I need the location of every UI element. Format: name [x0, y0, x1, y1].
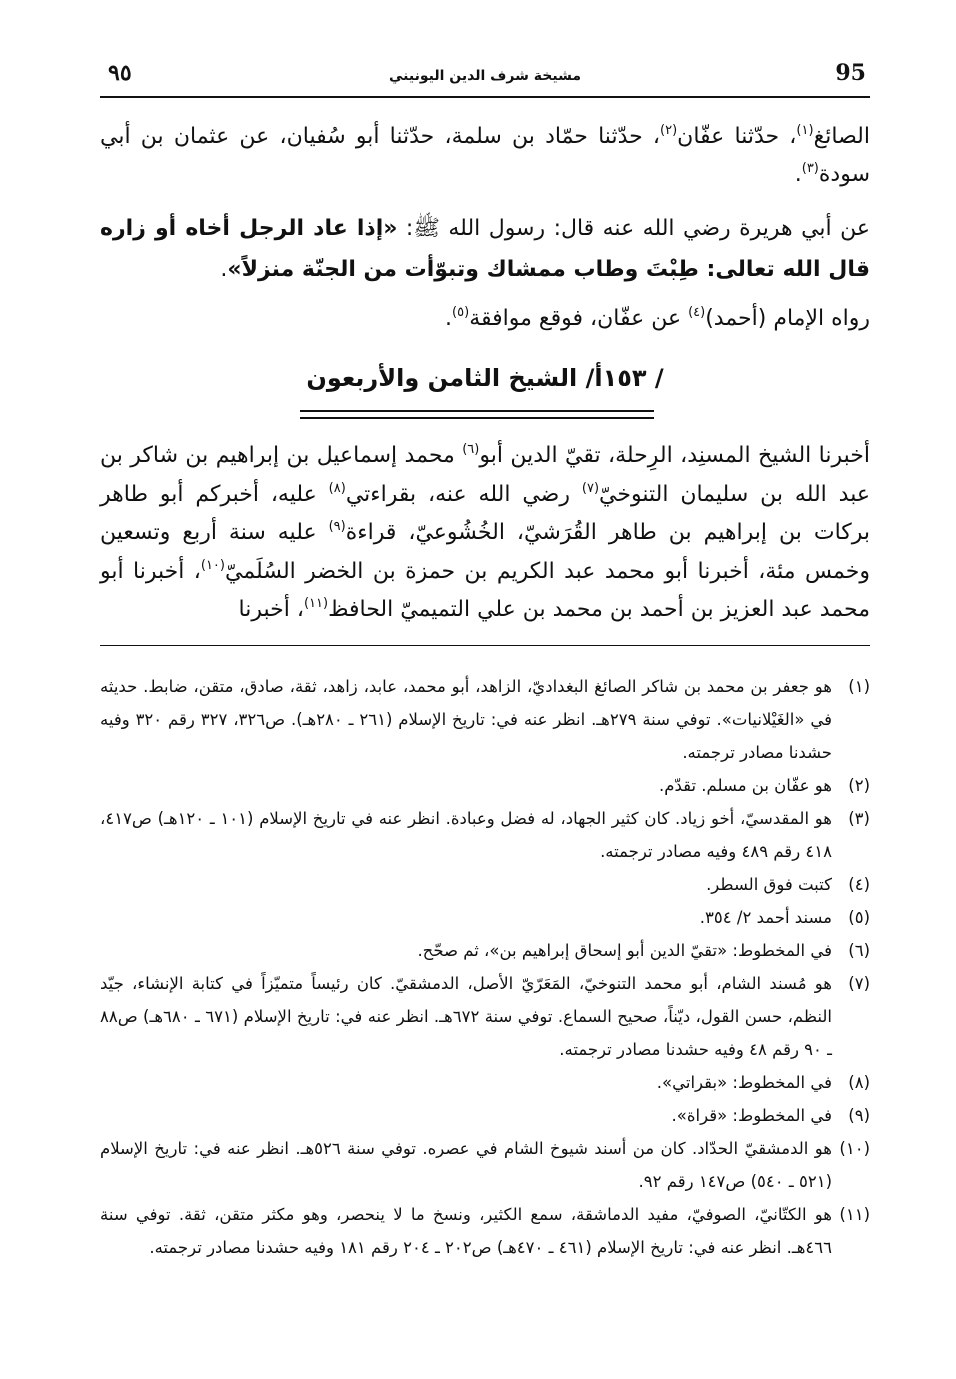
footnote	[100, 769, 870, 802]
footnote-ref: (٦)	[462, 442, 480, 457]
footnote-text: في المخطوط: «قراة».	[671, 1106, 832, 1125]
footnotes	[100, 670, 870, 1264]
footnote-ref: (٨)	[328, 480, 346, 496]
footnote-ref: (١١)	[303, 596, 329, 611]
footnote-ref: (٥)	[452, 305, 470, 320]
footnote-number: (١)	[848, 677, 870, 696]
footnote-ref: (٩)	[328, 519, 346, 534]
paragraph-isnad: الصائغ$^{(١)}$، حدّثنا عفّان$^{(٢)}$، حدّثنا حمّاد بن سلمة، حدّثنا أبو سُفيان، عن عثمان بن أبي سودة$^{(٣)}$.	[100, 123, 870, 187]
footnote-ref: (٣)	[801, 161, 819, 176]
footnote-number: (٤)	[848, 875, 870, 894]
footnote	[100, 670, 870, 769]
footnote-text: في المخطوط: «تقيّ الدين أبو إسحاق إبراهيم بن»، ثم صحّح.	[417, 941, 832, 960]
footnote-ref: (١)	[796, 123, 814, 138]
footnote-text: هو الكتّانيّ، الصوفيّ، مفيد الدماشقة، سمع الكثير، ونسخ ما لا ينحصر، وهو مكثر متقن، ثقة. توفي سنة ٤٦٦هـ. انظر عنه في: تاريخ الإسلام (٤٦١ ـ ٤٧٠هـ) ص٢٠٢ ـ ٢٠٤ رقم ١٨١ وفيه حشدنا مصادر ترجمته.	[100, 1205, 832, 1257]
hadith-text: «إذا عاد الرجل أخاه أو زاره قال الله تعالى: طِبْتَ وطاب ممشاك وتبوّأت من الجنّة منزلاً»	[100, 216, 870, 282]
footnote	[100, 1099, 870, 1132]
footnote-number: (٧)	[848, 974, 870, 993]
page-number-arabic: ٩٥	[108, 60, 132, 86]
footnote-ref: (١٠)	[200, 557, 225, 573]
footnote	[100, 901, 870, 934]
footnote-text: في المخطوط: «بقراتي».	[656, 1073, 832, 1092]
footnote	[100, 868, 870, 901]
title-rule-bottom	[300, 417, 654, 419]
footnote	[100, 1198, 870, 1264]
footnote-number: (٩)	[848, 1106, 870, 1125]
footnote-ref: (٢)	[660, 123, 678, 138]
footnote-text: كتبت فوق السطر.	[706, 875, 832, 894]
section-title: / ١٥٣أ/ الشيخ الثامن والأربعون	[306, 364, 664, 392]
title-rule-top	[300, 410, 654, 412]
footnote-number: (٣)	[848, 809, 870, 828]
footnote	[100, 802, 870, 868]
paragraph-main-isnad: أخبرنا الشيخ المسنِد، الرِحلة، تقيّ الدين أبو$^{(٦)}$ محمد إسماعيل بن إبراهيم بن شاكر بن عبد الله بن سليمان التنوخيّ$^{(٧)}$ رضي الله عنه، بقراءتي$^{(٨)}$ عليه، أخبركم أبو طاهر بركات بن إبراهيم بن طاهر القُرَشيّ، الخُشُوعيّ، قراءة$^{(٩)}$ عليه سنة أربع وتسعين وخمس مئة، أخبرنا أبو محمد عبد الكريم بن حمزة بن الخضر السُلَميّ$^{(١٠)}$، أخبرنا أبو محمد عبد العزيز بن أحمد بن محمد بن علي التميميّ الحافظ$^{(١١)}$، أخبرنا	[100, 442, 871, 622]
footnote	[100, 1132, 870, 1198]
paragraph-takhrij: رواه الإمام (أحمد)$^{(٤)}$ عن عفّان، فوقع موافقة$^{(٥)}$.	[445, 305, 870, 331]
footnote-text: مسند أحمد ٢/ ٣٥٤.	[699, 908, 832, 927]
footnote-text: هو الدمشقيّ الحدّاد. كان من أسند شيوخ الشام في عصره. توفي سنة ٥٢٦هـ. انظر عنه في: تاريخ الإسلام (٥٢١ ـ ٥٤٠) ص١٤٧ رقم ٩٢.	[100, 1139, 832, 1191]
footnote-number: (٨)	[848, 1073, 870, 1092]
footnote-ref: (٧)	[581, 480, 600, 496]
footnote-text: هو جعفر بن محمد بن شاكر الصائغ البغداديّ، الزاهد، أبو محمد، عابد، زاهد، ثقة، صادق، متقن، ضابط. حديثه في «الغَيْلانيات». توفي سنة ٢٧٩هـ. انظر عنه في: تاريخ الإسلام (٢٦١ ـ ٢٨٠هـ). ص٣٢٦، ٣٢٧ رقم ٣٢٠ وفيه حشدنا مصادر ترجمته.	[100, 677, 832, 762]
footnotes-divider	[100, 645, 870, 646]
page-header	[100, 56, 870, 98]
footnote-number: (٦)	[848, 941, 870, 960]
footnote	[100, 967, 870, 1066]
running-title: مشيخة شرف الدين اليونيني	[389, 68, 581, 84]
footnote-text: هو المقدسيّ، أخو زياد. كان كثير الجهاد، له فضل وعبادة. انظر عنه في تاريخ الإسلام (١٠١ ـ ١٢٠هـ) ص٤١٧، ٤١٨ رقم ٤٨٩ وفيه مصادر ترجمته.	[100, 809, 832, 861]
footnote-text: هو عفّان بن مسلم. تقدّم.	[658, 776, 832, 795]
footnote-number: (١١)	[839, 1205, 870, 1224]
footnote-number: (١٠)	[839, 1139, 870, 1158]
footnote-text: هو مُسند الشام، أبو محمد التنوخيّ، المَعَرّيّ الأصل، الدمشقيّ. كان رئيساً متميّزاً في كتابة الإنشاء، جيّد النظم، حسن القول، ديّناً، صحيح السماع. توفي سنة ٦٧٢هـ. انظر عنه في: تاريخ الإسلام (٦٧١ ـ ٦٨٠هـ) ص٨٨ ـ ٩٠ رقم ٤٨ وفيه حشدنا مصادر ترجمته.	[100, 974, 833, 1059]
page-number-latin: 95	[835, 60, 866, 86]
footnote-number: (٢)	[848, 776, 870, 795]
footnote-number: (٥)	[848, 908, 870, 927]
footnote-ref: (٤)	[688, 305, 706, 320]
footnote	[100, 934, 870, 967]
footnote	[100, 1066, 870, 1099]
paragraph-hadith: عن أبي هريرة رضي الله عنه قال: رسول الله ﷺ: «إذا عاد الرجل أخاه أو زاره قال الله تعالى: طِبْتَ وطاب ممشاك وتبوّأت من الجنّة منزلاً».	[100, 216, 870, 282]
